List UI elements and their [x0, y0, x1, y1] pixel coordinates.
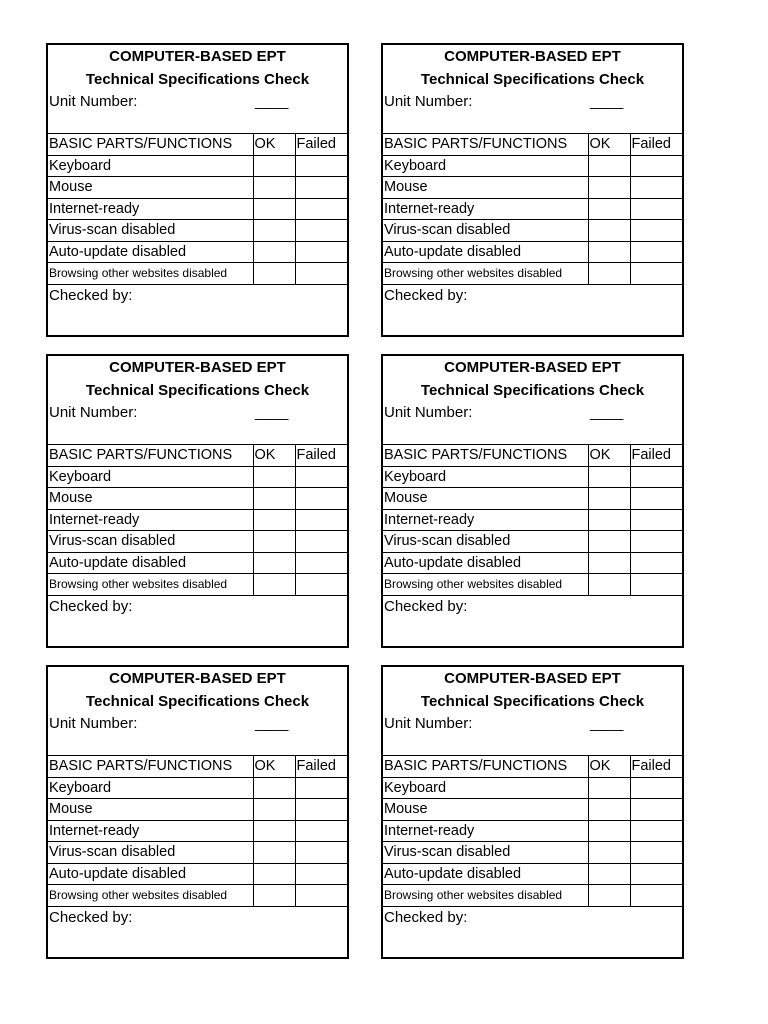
spec-check-card [381, 665, 684, 959]
table-header-row [383, 134, 682, 156]
ok-cell[interactable] [253, 574, 295, 596]
row-label: Auto-update disabled [383, 552, 588, 574]
ok-cell[interactable] [253, 885, 295, 907]
row-label: Auto-update disabled [48, 552, 253, 574]
table-row [383, 863, 682, 885]
row-label: Mouse [383, 799, 588, 821]
card-subtitle: Technical Specifications Check [420, 382, 645, 399]
ok-cell[interactable] [588, 777, 630, 799]
header-failed: Failed [295, 445, 347, 467]
table-row [48, 531, 347, 553]
table-row [383, 241, 682, 263]
failed-cell[interactable] [630, 155, 682, 177]
row-label: Virus-scan disabled [383, 531, 588, 553]
failed-cell[interactable] [295, 466, 347, 488]
failed-cell[interactable] [630, 842, 682, 864]
card-title: COMPUTER-BASED EPT [109, 670, 286, 687]
failed-cell[interactable] [630, 820, 682, 842]
checklist-table [383, 133, 682, 285]
failed-cell[interactable] [295, 531, 347, 553]
row-label: Keyboard [383, 466, 588, 488]
table-row [383, 885, 682, 907]
header-ok: OK [253, 445, 295, 467]
ok-cell[interactable] [253, 466, 295, 488]
ok-cell[interactable] [588, 842, 630, 864]
row-label: Mouse [48, 488, 253, 510]
table-row [48, 885, 347, 907]
checked-by-label: Checked by: [384, 286, 468, 304]
row-label: Virus-scan disabled [48, 220, 253, 242]
table-row [383, 509, 682, 531]
table-row [383, 177, 682, 199]
row-label: Internet-ready [48, 198, 253, 220]
ok-cell[interactable] [253, 531, 295, 553]
ok-cell[interactable] [588, 488, 630, 510]
ok-cell[interactable] [253, 552, 295, 574]
header-failed: Failed [630, 134, 682, 156]
card-subtitle: Technical Specifications Check [85, 693, 310, 710]
ok-cell[interactable] [588, 466, 630, 488]
unit-number-label: Unit Number: [384, 404, 473, 421]
ok-cell[interactable] [588, 885, 630, 907]
table-row [48, 466, 347, 488]
failed-cell[interactable] [295, 155, 347, 177]
row-label: Mouse [48, 799, 253, 821]
unit-number-label: Unit Number: [49, 715, 138, 732]
row-label: Mouse [383, 177, 588, 199]
table-row [48, 799, 347, 821]
spec-check-card [381, 354, 684, 648]
row-label: Internet-ready [48, 509, 253, 531]
header-ok: OK [588, 756, 630, 778]
row-label: Mouse [383, 488, 588, 510]
row-label: Keyboard [48, 466, 253, 488]
row-label: Internet-ready [383, 198, 588, 220]
row-label: Internet-ready [48, 820, 253, 842]
failed-cell[interactable] [295, 263, 347, 285]
ok-cell[interactable] [253, 488, 295, 510]
checklist-table [383, 755, 682, 907]
row-label: Keyboard [383, 155, 588, 177]
table-row [383, 198, 682, 220]
table-header-row [48, 445, 347, 467]
failed-cell[interactable] [630, 466, 682, 488]
header-failed: Failed [630, 445, 682, 467]
card-title: COMPUTER-BASED EPT [109, 359, 286, 376]
ok-cell[interactable] [588, 820, 630, 842]
ok-cell[interactable] [588, 198, 630, 220]
checked-by-label: Checked by: [49, 597, 133, 615]
checklist-table [383, 444, 682, 596]
ok-cell[interactable] [588, 177, 630, 199]
failed-cell[interactable] [295, 177, 347, 199]
card-subtitle: Technical Specifications Check [420, 71, 645, 88]
row-label: Browsing other websites disabled [48, 885, 253, 907]
ok-cell[interactable] [253, 842, 295, 864]
table-row [48, 241, 347, 263]
unit-number-label: Unit Number: [384, 715, 473, 732]
failed-cell[interactable] [630, 177, 682, 199]
row-label: Browsing other websites disabled [383, 263, 588, 285]
card-header [383, 667, 682, 755]
row-label: Browsing other websites disabled [48, 574, 253, 596]
header-parts-functions: BASIC PARTS/FUNCTIONS [383, 756, 588, 778]
checklist-table [48, 133, 347, 285]
row-label: Auto-update disabled [383, 241, 588, 263]
table-header-row [383, 445, 682, 467]
row-label: Virus-scan disabled [48, 842, 253, 864]
header-ok: OK [253, 134, 295, 156]
table-row [48, 842, 347, 864]
row-label: Auto-update disabled [48, 241, 253, 263]
failed-cell[interactable] [630, 574, 682, 596]
header-parts-functions: BASIC PARTS/FUNCTIONS [48, 134, 253, 156]
header-failed: Failed [295, 756, 347, 778]
table-row [48, 177, 347, 199]
unit-number-blank[interactable]: ____ [255, 715, 289, 732]
table-row [48, 777, 347, 799]
ok-cell[interactable] [588, 552, 630, 574]
table-row [383, 531, 682, 553]
checklist-table [48, 755, 347, 907]
row-label: Browsing other websites disabled [48, 263, 253, 285]
card-subtitle: Technical Specifications Check [420, 693, 645, 710]
ok-cell[interactable] [588, 263, 630, 285]
ok-cell[interactable] [588, 799, 630, 821]
failed-cell[interactable] [295, 220, 347, 242]
header-parts-functions: BASIC PARTS/FUNCTIONS [48, 756, 253, 778]
card-title: COMPUTER-BASED EPT [444, 48, 621, 65]
table-row [48, 198, 347, 220]
checked-by-label: Checked by: [49, 286, 133, 304]
ok-cell[interactable] [588, 241, 630, 263]
ok-cell[interactable] [253, 177, 295, 199]
failed-cell[interactable] [295, 574, 347, 596]
row-label: Mouse [48, 177, 253, 199]
ok-cell[interactable] [253, 155, 295, 177]
failed-cell[interactable] [295, 241, 347, 263]
failed-cell[interactable] [295, 488, 347, 510]
table-row [383, 466, 682, 488]
unit-number-blank[interactable]: ____ [590, 93, 624, 110]
checked-by-label: Checked by: [49, 908, 133, 926]
failed-cell[interactable] [630, 488, 682, 510]
table-row [383, 842, 682, 864]
table-row [383, 820, 682, 842]
failed-cell[interactable] [630, 220, 682, 242]
ok-cell[interactable] [253, 799, 295, 821]
header-ok: OK [588, 445, 630, 467]
failed-cell[interactable] [630, 799, 682, 821]
row-label: Internet-ready [383, 820, 588, 842]
row-label: Auto-update disabled [48, 863, 253, 885]
failed-cell[interactable] [630, 885, 682, 907]
table-row [48, 263, 347, 285]
failed-cell[interactable] [630, 777, 682, 799]
unit-number-label: Unit Number: [384, 93, 473, 110]
ok-cell[interactable] [253, 820, 295, 842]
table-row [48, 509, 347, 531]
table-row [48, 574, 347, 596]
card-header [48, 356, 347, 444]
card-header [48, 667, 347, 755]
header-failed: Failed [295, 134, 347, 156]
ok-cell[interactable] [253, 220, 295, 242]
ok-cell[interactable] [253, 241, 295, 263]
failed-cell[interactable] [295, 842, 347, 864]
failed-cell[interactable] [295, 799, 347, 821]
table-row [383, 263, 682, 285]
checklist-table [48, 444, 347, 596]
table-row [383, 220, 682, 242]
table-row [383, 574, 682, 596]
ok-cell[interactable] [588, 155, 630, 177]
failed-cell[interactable] [295, 198, 347, 220]
table-row [383, 155, 682, 177]
ok-cell[interactable] [253, 198, 295, 220]
table-row [48, 488, 347, 510]
card-title: COMPUTER-BASED EPT [444, 670, 621, 687]
ok-cell[interactable] [588, 220, 630, 242]
unit-number-label: Unit Number: [49, 93, 138, 110]
unit-number-blank[interactable]: ____ [590, 715, 624, 732]
failed-cell[interactable] [630, 509, 682, 531]
card-header [383, 45, 682, 133]
ok-cell[interactable] [588, 509, 630, 531]
header-failed: Failed [630, 756, 682, 778]
ok-cell[interactable] [588, 863, 630, 885]
spec-check-card [46, 665, 349, 959]
table-header-row [383, 756, 682, 778]
failed-cell[interactable] [630, 531, 682, 553]
failed-cell[interactable] [630, 198, 682, 220]
header-parts-functions: BASIC PARTS/FUNCTIONS [48, 445, 253, 467]
row-label: Internet-ready [383, 509, 588, 531]
checked-by-label: Checked by: [384, 908, 468, 926]
card-header [383, 356, 682, 444]
spec-check-card [46, 43, 349, 337]
table-row [48, 820, 347, 842]
row-label: Keyboard [48, 155, 253, 177]
table-row [48, 552, 347, 574]
ok-cell[interactable] [253, 509, 295, 531]
failed-cell[interactable] [295, 509, 347, 531]
header-parts-functions: BASIC PARTS/FUNCTIONS [383, 134, 588, 156]
unit-number-blank[interactable]: ____ [255, 404, 289, 421]
table-row [48, 220, 347, 242]
card-subtitle: Technical Specifications Check [85, 71, 310, 88]
row-label: Browsing other websites disabled [383, 885, 588, 907]
failed-cell[interactable] [630, 263, 682, 285]
ok-cell[interactable] [253, 863, 295, 885]
checked-by-label: Checked by: [384, 597, 468, 615]
header-ok: OK [588, 134, 630, 156]
unit-number-blank[interactable]: ____ [590, 404, 624, 421]
spec-check-card [46, 354, 349, 648]
failed-cell[interactable] [630, 552, 682, 574]
header-ok: OK [253, 756, 295, 778]
row-label: Keyboard [383, 777, 588, 799]
table-row [383, 488, 682, 510]
failed-cell[interactable] [630, 241, 682, 263]
failed-cell[interactable] [295, 552, 347, 574]
row-label: Virus-scan disabled [383, 220, 588, 242]
row-label: Auto-update disabled [383, 863, 588, 885]
card-header [48, 45, 347, 133]
failed-cell[interactable] [295, 820, 347, 842]
card-subtitle: Technical Specifications Check [85, 382, 310, 399]
table-row [383, 552, 682, 574]
card-title: COMPUTER-BASED EPT [444, 359, 621, 376]
card-title: COMPUTER-BASED EPT [109, 48, 286, 65]
ok-cell[interactable] [588, 574, 630, 596]
row-label: Virus-scan disabled [383, 842, 588, 864]
ok-cell[interactable] [253, 777, 295, 799]
spec-check-card [381, 43, 684, 337]
row-label: Browsing other websites disabled [383, 574, 588, 596]
failed-cell[interactable] [630, 863, 682, 885]
row-label: Virus-scan disabled [48, 531, 253, 553]
ok-cell[interactable] [588, 531, 630, 553]
failed-cell[interactable] [295, 885, 347, 907]
unit-number-label: Unit Number: [49, 404, 138, 421]
table-header-row [48, 134, 347, 156]
table-row [48, 863, 347, 885]
table-row [383, 777, 682, 799]
table-row [48, 155, 347, 177]
ok-cell[interactable] [253, 263, 295, 285]
failed-cell[interactable] [295, 777, 347, 799]
unit-number-blank[interactable]: ____ [255, 93, 289, 110]
failed-cell[interactable] [295, 863, 347, 885]
row-label: Keyboard [48, 777, 253, 799]
table-row [383, 799, 682, 821]
header-parts-functions: BASIC PARTS/FUNCTIONS [383, 445, 588, 467]
table-header-row [48, 756, 347, 778]
